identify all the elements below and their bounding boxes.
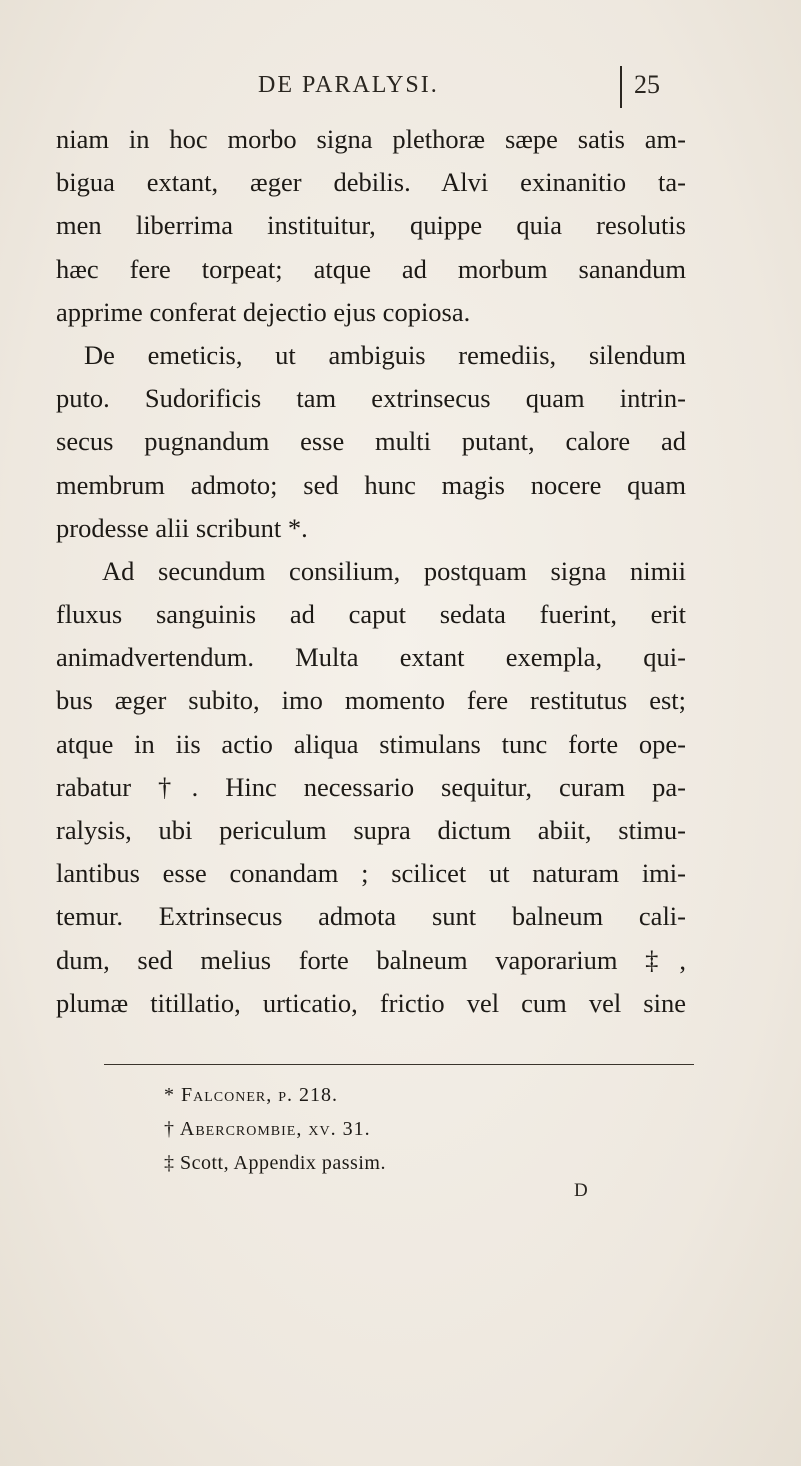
text-line: prodesse alii scribunt *.	[56, 512, 308, 543]
text-line: apprime conferat dejectio ejus copiosa.	[56, 296, 471, 327]
header-rule	[620, 66, 622, 108]
text-line: dum, sed melius forte balneum vaporarium ‡,	[56, 944, 686, 975]
text-line: atque in iis actio aliqua stimulans tunc forte ope-	[56, 728, 686, 759]
text-line: De emeticis, ut ambiguis remediis, silendum	[84, 339, 686, 370]
text-line: fluxus sanguinis ad caput sedata fuerint, erit	[56, 599, 686, 630]
text-line: secus pugnandum esse multi putant, calore ad	[56, 426, 686, 457]
signature-mark: D	[574, 1180, 588, 1201]
text-line: men liberrima instituitur, quippe quia resolutis	[56, 210, 686, 241]
text-line: rabatur †. Hinc necessario sequitur, curam pa-	[56, 771, 686, 802]
text-line: ralysis, ubi periculum supra dictum abiit, stimu-	[56, 815, 686, 845]
text-line: lantibus esse conandam ; scilicet ut naturam imi-	[56, 858, 686, 889]
page-number: 25	[634, 70, 660, 99]
text-line: temur. Extrinsecus admota sunt balneum cali-	[56, 901, 686, 932]
text-line: Ad secundum consilium, postquam signa nimii	[102, 555, 686, 586]
footnotes	[164, 1078, 386, 1180]
text-line: bus æger subito, imo momento fere restitutus est;	[56, 685, 686, 716]
running-head: DE PARALYSI.	[258, 72, 439, 98]
body-text	[56, 118, 686, 1025]
footnote-falconer: * Falconer, p. 218.	[164, 1084, 339, 1106]
text-line: hæc fere torpeat; atque ad morbum sanandum	[56, 253, 686, 284]
text-line: niam in hoc morbo signa plethoræ sæpe satis am-	[56, 124, 686, 154]
footnote-rule	[104, 1064, 694, 1065]
text-line: animadvertendum. Multa extant exempla, qui-	[56, 642, 686, 673]
footnote-scott: ‡ Scott, Appendix passim.	[164, 1152, 386, 1174]
text-line: puto. Sudorificis tam extrinsecus quam intrin-	[56, 383, 686, 414]
text-line: bigua extant, æger debilis. Alvi exinanitio ta-	[56, 167, 686, 198]
text-line: plumæ titillatio, urticatio, frictio vel cum vel sine	[56, 987, 686, 1018]
footnote-abercrombie: † Abercrombie, xv. 31.	[164, 1118, 371, 1140]
text-line: membrum admoto; sed hunc magis nocere quam	[56, 469, 686, 500]
